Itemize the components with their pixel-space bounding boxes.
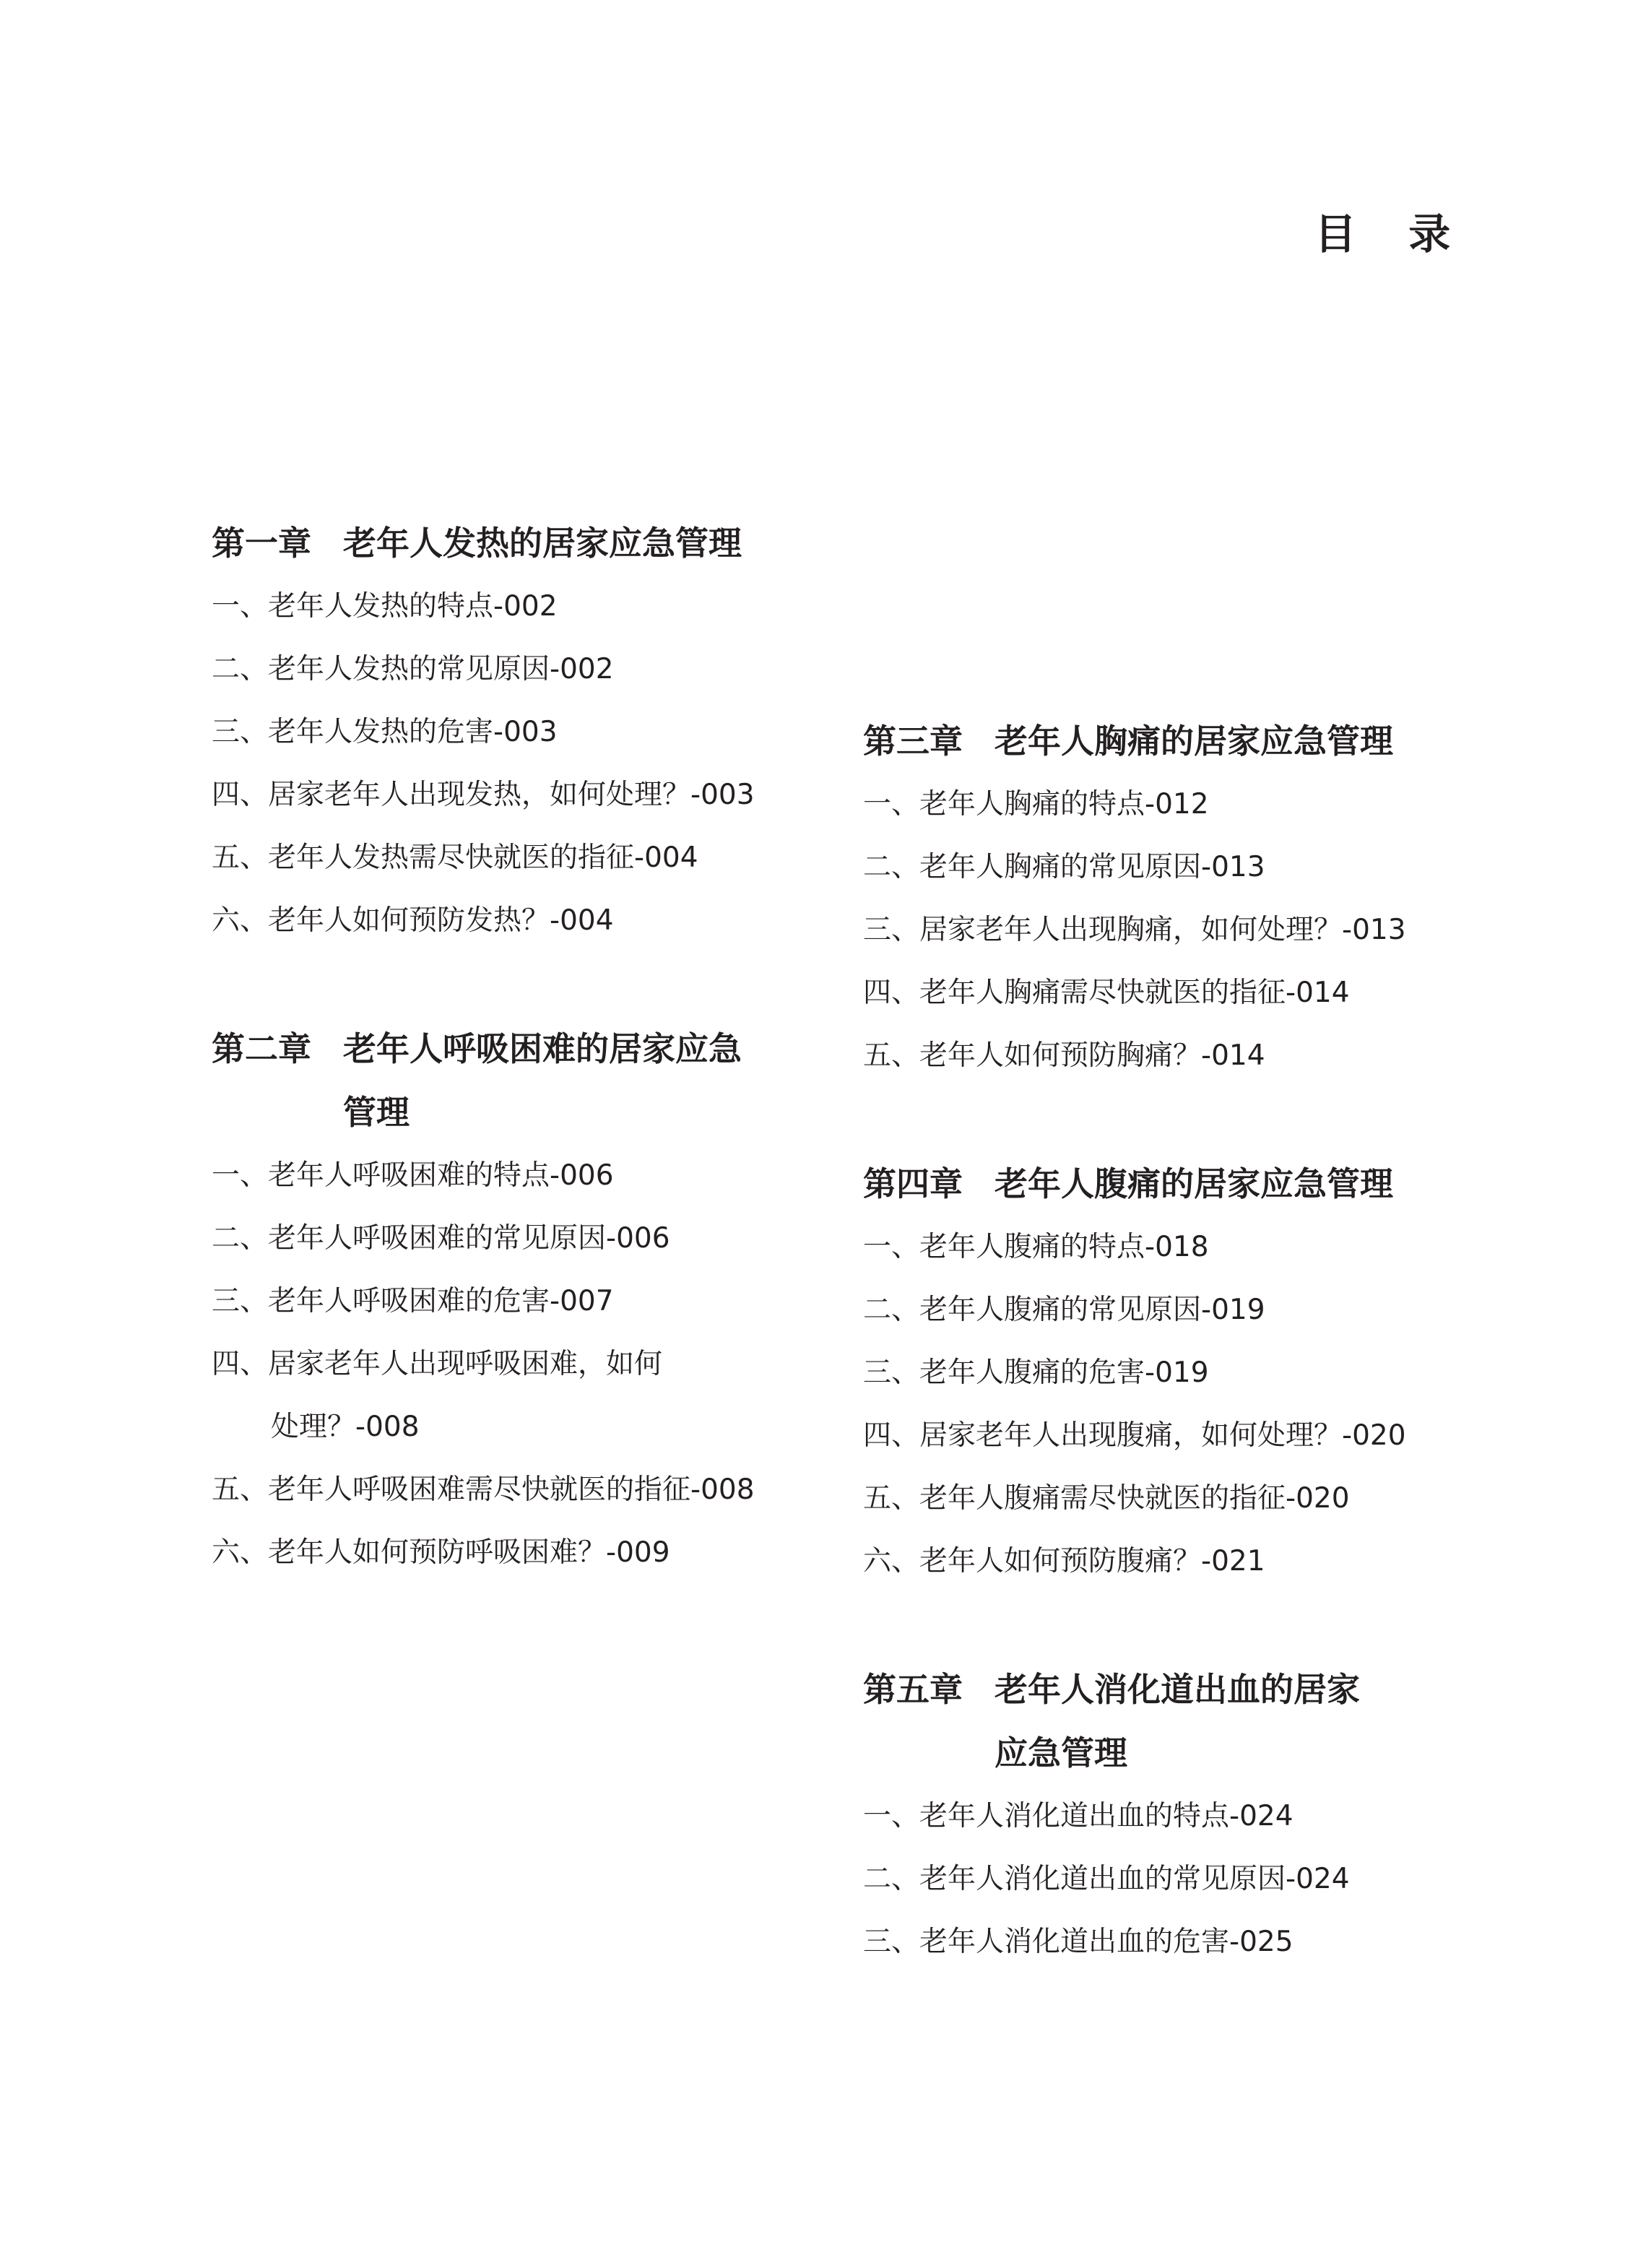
toc-entry[interactable]: 五、老年人腹痛需尽快就医的指征-020 — [863, 1482, 1350, 1515]
toc-entry[interactable]: 五、老年人如何预防胸痛？-014 — [863, 1039, 1265, 1072]
toc-list — [863, 1216, 1470, 1593]
toc-entry[interactable]: 三、老年人发热的危害-003 — [212, 716, 558, 748]
chapter-name-line: 老年人发热的居家应急管理 — [343, 524, 742, 563]
toc-entry[interactable]: 五、老年人发热需尽快就医的指征-004 — [212, 841, 698, 874]
chapter-name-line: 老年人消化道出血的居家 — [994, 1670, 1360, 1709]
toc-entry[interactable]: 四、居家老年人出现发热，如何处理？-003 — [212, 779, 755, 811]
toc-entry[interactable] — [212, 1333, 818, 1458]
toc-list — [212, 575, 818, 952]
chapter-name — [994, 709, 1393, 773]
toc-entry[interactable]: 二、老年人腹痛的常见原因-019 — [863, 1294, 1265, 1326]
toc-entry[interactable]: 一、老年人腹痛的特点-018 — [863, 1231, 1209, 1263]
toc-entry[interactable]: 四、老年人胸痛需尽快就医的指征-014 — [863, 977, 1350, 1009]
chapter-name — [994, 1658, 1360, 1785]
chapter-name — [343, 511, 742, 575]
chapter-number: 第四章 — [863, 1164, 963, 1203]
chapter-3 — [863, 709, 1470, 1087]
toc-entry[interactable]: 一、老年人发热的特点-002 — [212, 590, 558, 623]
toc-entry[interactable]: 一、老年人呼吸困难的特点-006 — [212, 1159, 614, 1192]
toc-entry[interactable]: 六、老年人如何预防腹痛？-021 — [863, 1545, 1265, 1577]
chapter-name-line: 老年人呼吸困难的居家应急 — [343, 1029, 742, 1068]
toc-entry[interactable]: 二、老年人消化道出血的常见原因-024 — [863, 1863, 1350, 1895]
toc-entry[interactable]: 六、老年人如何预防发热？-004 — [212, 904, 614, 937]
chapter-name-line: 管理 — [343, 1093, 410, 1132]
toc-column-left — [212, 511, 818, 1584]
chapter-4 — [863, 1152, 1470, 1593]
toc-list — [863, 1785, 1470, 1973]
chapter-name — [994, 1152, 1393, 1216]
toc-column-right — [863, 709, 1470, 1973]
chapter-name-line: 老年人胸痛的居家应急管理 — [994, 722, 1393, 761]
chapter-heading[interactable] — [863, 709, 1470, 773]
chapter-5 — [863, 1658, 1470, 1973]
toc-entry[interactable]: 六、老年人如何预防呼吸困难？-009 — [212, 1536, 670, 1569]
chapter-name-line: 老年人腹痛的居家应急管理 — [994, 1164, 1393, 1203]
toc-list — [212, 1144, 818, 1584]
toc-entry[interactable]: 三、老年人呼吸困难的危害-007 — [212, 1285, 614, 1317]
chapter-1 — [212, 511, 818, 952]
chapter-number: 第五章 — [863, 1670, 963, 1709]
toc-entry[interactable]: 三、老年人消化道出血的危害-025 — [863, 1926, 1294, 1958]
chapter-heading[interactable] — [212, 511, 818, 575]
toc-entry-line: 处理？-008 — [271, 1411, 420, 1443]
toc-entry[interactable]: 二、老年人呼吸困难的常见原因-006 — [212, 1222, 670, 1255]
toc-entry[interactable]: 三、老年人腹痛的危害-019 — [863, 1356, 1209, 1389]
toc-entry[interactable]: 四、居家老年人出现腹痛，如何处理？-020 — [863, 1419, 1406, 1452]
toc-entry[interactable]: 二、老年人胸痛的常见原因-013 — [863, 851, 1265, 883]
chapter-number: 第二章 — [212, 1029, 311, 1068]
toc-entry[interactable]: 二、老年人发热的常见原因-002 — [212, 653, 614, 685]
chapter-number: 第三章 — [863, 722, 963, 761]
chapter-name — [343, 1017, 742, 1144]
toc-entry[interactable]: 五、老年人呼吸困难需尽快就医的指征-008 — [212, 1473, 755, 1506]
chapter-heading[interactable] — [863, 1152, 1470, 1216]
toc-entry-line: 四、居家老年人出现呼吸困难，如何 — [212, 1348, 663, 1380]
chapter-number: 第一章 — [212, 524, 311, 563]
chapter-heading[interactable] — [863, 1658, 1470, 1785]
chapter-heading[interactable] — [212, 1017, 818, 1144]
toc-entry[interactable]: 一、老年人胸痛的特点-012 — [863, 788, 1209, 821]
toc-list — [863, 773, 1470, 1087]
chapter-name-line: 应急管理 — [994, 1734, 1127, 1773]
toc-entry[interactable]: 三、居家老年人出现胸痛，如何处理？-013 — [863, 914, 1406, 946]
toc-entry[interactable]: 一、老年人消化道出血的特点-024 — [863, 1800, 1294, 1832]
page-title: 目 录 — [1314, 209, 1470, 259]
chapter-2 — [212, 1017, 818, 1584]
